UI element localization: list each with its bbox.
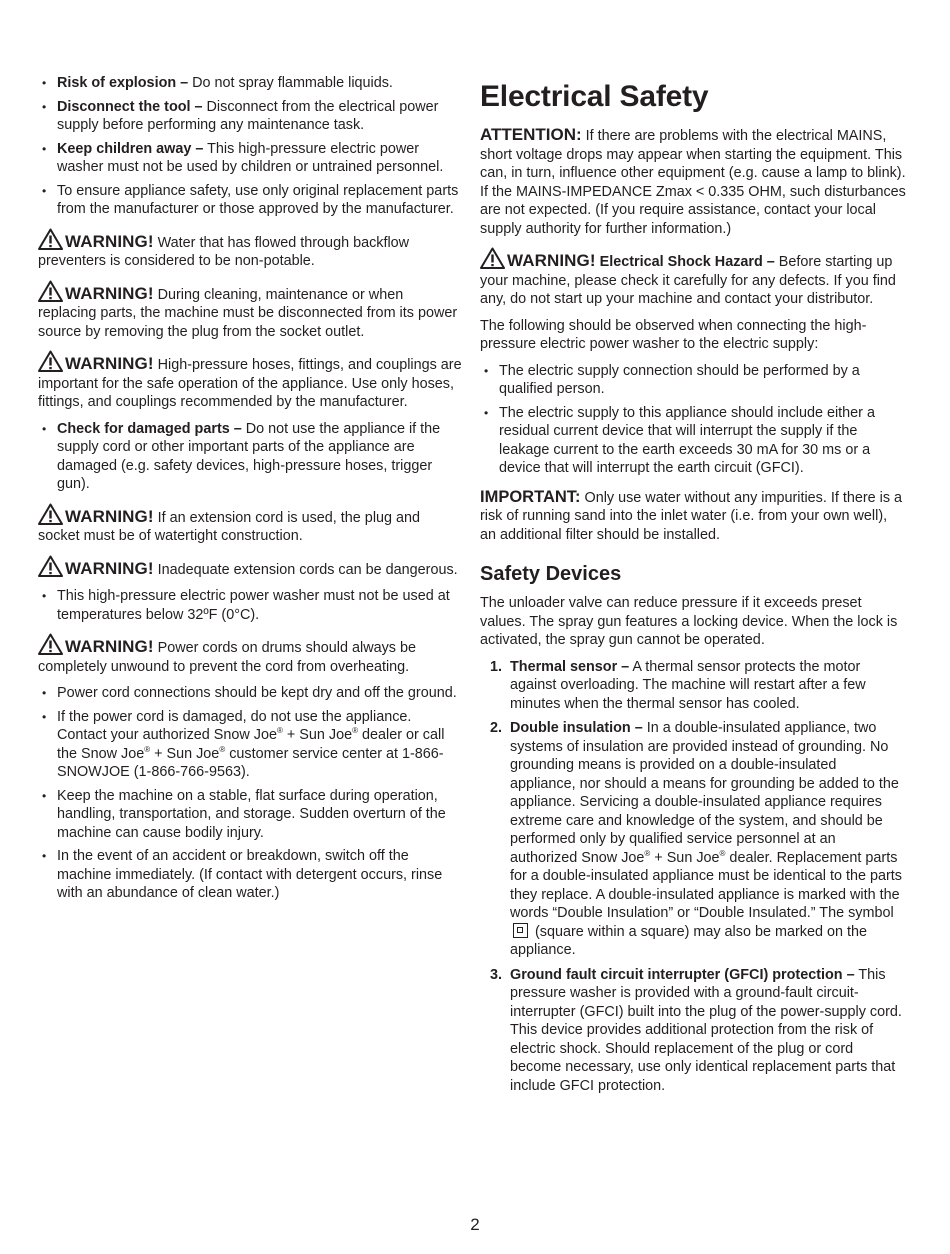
list-item bbox=[480, 362, 906, 399]
list-item bbox=[38, 708, 462, 782]
warning-label: WARNING! bbox=[507, 251, 596, 270]
warning-label: WARNING! bbox=[65, 558, 154, 578]
important-label: IMPORTANT: bbox=[480, 487, 581, 506]
item-number: 3. bbox=[490, 966, 503, 983]
attention-paragraph bbox=[480, 126, 906, 238]
bullet-text: This high-pressure electric power washer must not be used at temperatures below 32ºF (0°C). bbox=[57, 588, 450, 623]
registered-mark: ® bbox=[144, 744, 151, 754]
warning-heading bbox=[38, 507, 154, 526]
warning-power-drums bbox=[38, 633, 462, 676]
warning-heading bbox=[38, 232, 154, 251]
warning-label: WARNING! bbox=[65, 283, 154, 303]
item-bold-label: Double insulation – bbox=[510, 720, 643, 736]
bullet-text: The electric supply to this appliance should include either a residual current device that will interrupt the supply if the leakage current to the earth exceeds 30 mA for 30 ms or a device that will interrupt the earth circuit (GFCI). bbox=[499, 404, 875, 476]
warning-label: WARNING! bbox=[65, 637, 154, 656]
warning-hoses bbox=[38, 350, 462, 412]
item-number: 1. bbox=[490, 658, 503, 675]
important-paragraph bbox=[480, 488, 906, 545]
list-item bbox=[38, 587, 462, 624]
registered-mark: ® bbox=[644, 848, 651, 858]
bullet-bold-label: Risk of explosion – bbox=[57, 75, 189, 91]
warning-triangle-icon bbox=[38, 503, 63, 525]
warning-heading bbox=[38, 637, 154, 656]
warning-electrical-shock bbox=[480, 247, 906, 309]
item-text: (square within a square) may also be marked on the appliance. bbox=[510, 923, 867, 958]
important-text: Only use water without any impurities. If there is a risk of running sand into the inlet water (i.e. from your own well), an additional filter should be installed. bbox=[480, 489, 903, 543]
top-bullet-list bbox=[38, 74, 462, 219]
warning-text: High-pressure hoses, fittings, and couplings are important for the safe operation of the appliance. Use only hoses, fittings, and couplings recommended by the manufacturer. bbox=[38, 357, 462, 410]
item-text: A thermal sensor protects the motor against overloading. The machine will restart after a few minutes when the thermal sensor has cooled. bbox=[510, 658, 866, 712]
bullet-text: + Sun Joe bbox=[282, 727, 353, 743]
bullet-text: Keep the machine on a stable, flat surface during operation, handling, transportation, and storage. Sudden overturn of the machine can cause bodily injury. bbox=[57, 787, 446, 841]
warning-heading bbox=[38, 559, 154, 578]
warning-triangle-icon bbox=[38, 633, 63, 655]
right-column bbox=[480, 74, 906, 1101]
bullet-text: The electric supply connection should be performed by a qualified person. bbox=[499, 362, 860, 397]
warning-triangle-icon bbox=[38, 555, 63, 577]
warning-inadequate-cords bbox=[38, 555, 462, 580]
warning-extension-cord bbox=[38, 503, 462, 546]
item-number: 2. bbox=[490, 720, 503, 736]
list-item bbox=[38, 182, 462, 219]
supply-list bbox=[480, 362, 906, 478]
warning-disconnect bbox=[38, 280, 462, 342]
list-item bbox=[38, 787, 462, 843]
warning-label: WARNING! bbox=[65, 506, 154, 526]
warning-triangle-icon bbox=[38, 350, 63, 372]
bullet-text: In the event of an accident or breakdown, switch off the machine immediately. (If contact with detergent occurs, rinse with an abundance of clean water.) bbox=[57, 848, 443, 901]
item-text: dealer. Replacement parts for a double-insulated appliance must be identical to the parts they replace. A double-insulated appliance is marked with the words “Double Insulation” or “Double Insulated.” The symbol bbox=[510, 849, 902, 921]
warning-backflow bbox=[38, 228, 462, 271]
warning-heading bbox=[38, 354, 154, 373]
list-item bbox=[480, 404, 906, 478]
warning-text: Power cords on drums should always be completely unwound to prevent the cord from overheating. bbox=[38, 640, 416, 675]
bullet-bold-label: Keep children away – bbox=[57, 140, 204, 157]
warning-label: WARNING! bbox=[65, 354, 154, 373]
safety-devices-list bbox=[480, 658, 906, 1096]
warning-text: If an extension cord is used, the plug and socket must be of watertight construction. bbox=[38, 509, 421, 544]
damaged-parts-list bbox=[38, 420, 462, 494]
warning-text: Before starting up your machine, please check it carefully for any defects. If you find any, do not start up your machine and contact your distributor. bbox=[480, 254, 896, 307]
list-item bbox=[480, 719, 906, 960]
bullet-text: Power cord connections should be kept dry and off the ground. bbox=[57, 685, 457, 701]
warning-text: Inadequate extension cords can be dangerous. bbox=[153, 561, 458, 578]
attention-text: If there are problems with the electrical MAINS, short voltage drops may appear when starting the equipment. This can, in turn, influence other equipment (e.g. cause a lamp to blink). If the MAINS-IMPEDANCE Zmax < 0.335 OHM, such disturbances are not expected. (If you require assistance, contact your local supply authority for further information.) bbox=[480, 128, 906, 237]
list-item bbox=[480, 966, 906, 1096]
list-item bbox=[38, 74, 462, 93]
registered-mark: ® bbox=[352, 726, 359, 736]
bullet-text: customer service center at 1-866-SNOWJOE (1-866-766-9563). bbox=[57, 745, 444, 780]
bullet-text: Do not use the appliance if the supply cord or other important parts of the appliance are damaged (e.g. safety devices, high-pressure hoses, trigger gun). bbox=[57, 420, 441, 492]
shock-hazard-label: Electrical Shock Hazard – bbox=[595, 254, 775, 270]
warning-text: During cleaning, maintenance or when replacing parts, the machine must be disconnected from its power source by removing the plug from the socket outlet. bbox=[38, 286, 458, 340]
list-item bbox=[38, 847, 462, 903]
bullet-text: + Sun Joe bbox=[150, 745, 220, 762]
bullet-bold-label: Check for damaged parts – bbox=[57, 420, 242, 437]
list-item bbox=[38, 98, 462, 135]
list-item bbox=[38, 140, 462, 177]
registered-mark: ® bbox=[719, 848, 726, 858]
warning-label: WARNING! bbox=[65, 231, 154, 251]
list-item bbox=[38, 684, 462, 703]
item-bold-label: Thermal sensor – bbox=[510, 658, 630, 675]
warning-text: Water that has flowed through backflow preventers is considered to be non-potable. bbox=[38, 234, 410, 269]
registered-mark: ® bbox=[276, 726, 283, 736]
warning-triangle-icon bbox=[38, 280, 63, 302]
temperature-list bbox=[38, 587, 462, 624]
safety-devices-heading: Safety Devices bbox=[480, 563, 622, 585]
bullet-text: If the power cord is damaged, do not use the appliance. Contact your authorized Snow Joe bbox=[57, 708, 412, 743]
list-item bbox=[38, 420, 462, 494]
safety-intro: The unloader valve can reduce pressure if it exceeds preset values. The spray gun features a locking device. When the lock is activated, the spray gun cannot be operated. bbox=[480, 595, 898, 648]
bullet-text: To ensure appliance safety, use only original replacement parts from the manufacturer or those approved by the manufacturer. bbox=[57, 182, 459, 217]
item-text: + Sun Joe bbox=[650, 849, 720, 866]
left-column bbox=[38, 74, 462, 908]
bullet-text: dealer or call the Snow Joe bbox=[57, 727, 445, 762]
list-item bbox=[480, 658, 906, 714]
item-bold-label: Ground fault circuit interrupter (GFCI) protection – bbox=[510, 966, 855, 983]
double-insulation-symbol-icon bbox=[513, 923, 528, 938]
warning-heading bbox=[480, 251, 596, 270]
bullet-bold-label: Disconnect the tool – bbox=[57, 98, 203, 115]
registered-mark: ® bbox=[219, 744, 226, 754]
warning-triangle-icon bbox=[38, 228, 63, 250]
item-text: This pressure washer is provided with a ground-fault circuit-interrupter (GFCI) built into the plug of the power-supply cord. This device provides additional protection from the risk of electric shock. Should replacement of the plug or cord become necessary, use only identical replacement parts that include GFCI protection. bbox=[510, 966, 902, 1094]
attention-label: ATTENTION: bbox=[480, 125, 582, 144]
following-paragraph: The following should be observed when connecting the high-pressure electric power washer to the electric supply: bbox=[480, 317, 867, 352]
bullet-text: This high-pressure electric power washer must not be used by children or untrained personnel. bbox=[57, 140, 444, 175]
warning-triangle-icon bbox=[480, 247, 505, 269]
warning-heading bbox=[38, 284, 154, 303]
bullet-text: Do not spray flammable liquids. bbox=[188, 75, 393, 91]
section-title: Electrical Safety bbox=[480, 80, 709, 113]
power-cord-list bbox=[38, 684, 462, 903]
page-number: 2 bbox=[470, 1215, 480, 1234]
bullet-text: Disconnect from the electrical power supply before performing any maintenance task. bbox=[57, 98, 439, 133]
item-text: In a double-insulated appliance, two systems of insulation are provided instead of grounding. No grounding means is provided on a double-insulated appliance, nor should a means for grounding be added to the appliance. Servicing a double-insulated appliance requires extreme care and knowledge of the system, and should be performed only by qualified service personnel at an authorized Snow Joe bbox=[510, 720, 899, 866]
